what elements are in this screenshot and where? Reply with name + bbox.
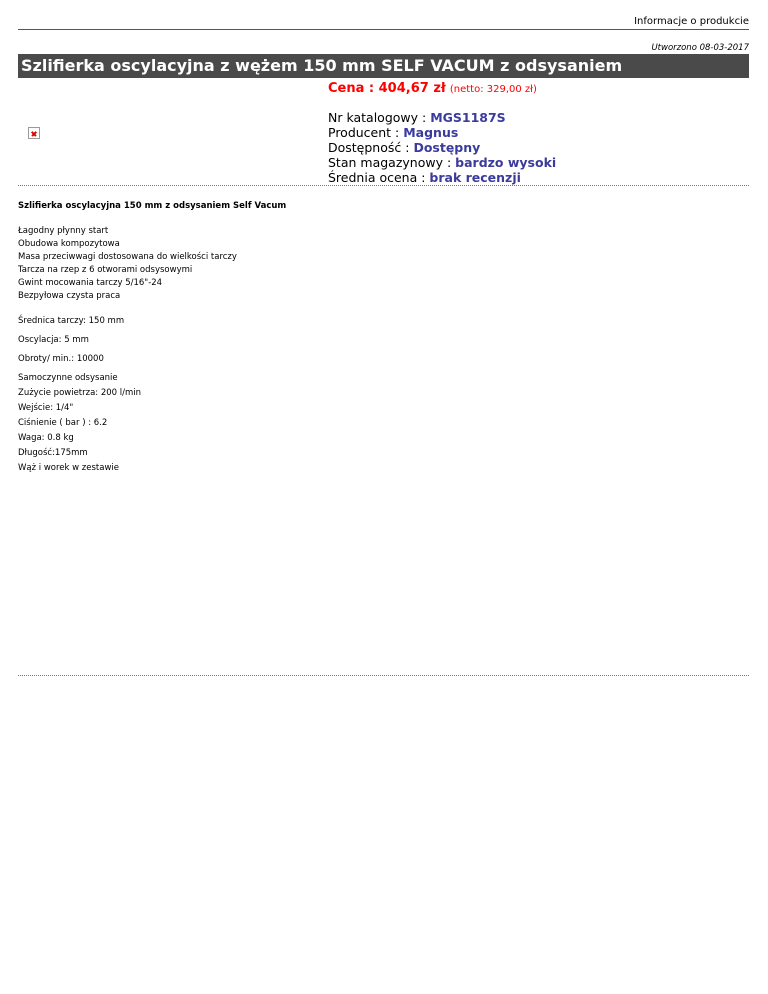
catalog-row bbox=[328, 110, 556, 125]
list-item: Średnica tarczy: 150 mm bbox=[18, 316, 125, 326]
list-item: Obroty/ min.: 10000 bbox=[18, 354, 104, 364]
list-item: Długość:175mm bbox=[18, 448, 88, 458]
feature-list bbox=[18, 225, 237, 303]
stock-label: Stan magazynowy : bbox=[328, 155, 456, 170]
list-item: Obudowa kompozytowa bbox=[18, 239, 120, 249]
broken-image-icon bbox=[28, 127, 40, 139]
product-specs bbox=[328, 110, 556, 185]
list-item: Wąż i worek w zestawie bbox=[18, 463, 120, 473]
producer-row bbox=[328, 125, 556, 140]
list-item: Samoczynne odsysanie bbox=[18, 373, 118, 383]
stock-row bbox=[328, 155, 556, 170]
availability-value: Dostępny bbox=[413, 140, 481, 155]
rating-value: brak recenzji bbox=[429, 170, 521, 185]
list-item: Ciśnienie ( bar ) : 6.2 bbox=[18, 418, 108, 428]
list-item: Masa przeciwwagi dostosowana do wielkości tarczy bbox=[18, 252, 237, 262]
availability-row bbox=[328, 140, 556, 155]
rating-row bbox=[328, 170, 556, 185]
list-item: Łagodny płynny start bbox=[18, 226, 109, 236]
list-item: Zużycie powietrza: 200 l/min bbox=[18, 388, 142, 398]
price-netto: (netto: 329,00 zł) bbox=[449, 84, 537, 95]
rating-label: Średnia ocena : bbox=[328, 170, 430, 185]
catalog-value: MGS1187S bbox=[430, 110, 506, 125]
parameter-list bbox=[18, 316, 141, 478]
created-date: Utworzono 08-03-2017 bbox=[651, 43, 749, 53]
list-item: Gwint mocowania tarczy 5/16"-24 bbox=[18, 278, 163, 288]
dotted-divider-top bbox=[18, 185, 749, 186]
stock-value: bardzo wysoki bbox=[455, 155, 557, 170]
producer-label: Producent : bbox=[328, 125, 404, 140]
description-title: Szlifierka oscylacyjna 150 mm z odsysaniem Self Vacum bbox=[18, 201, 287, 211]
header-divider bbox=[18, 29, 749, 30]
list-item: Bezpyłowa czysta praca bbox=[18, 291, 121, 301]
product-title: Szlifierka oscylacyjna z wężem 150 mm SELF VACUM z odsysaniem bbox=[18, 54, 749, 78]
list-item: Waga: 0.8 kg bbox=[18, 433, 74, 443]
list-item: Oscylacja: 5 mm bbox=[18, 335, 89, 345]
price-gross: Cena : 404,67 zł bbox=[328, 81, 446, 96]
catalog-label: Nr katalogowy : bbox=[328, 110, 431, 125]
list-item: Tarcza na rzep z 6 otworami odsysowymi bbox=[18, 265, 193, 275]
header-title: Informacje o produkcie bbox=[634, 16, 749, 27]
availability-label: Dostępność : bbox=[328, 140, 414, 155]
producer-value: Magnus bbox=[403, 125, 459, 140]
price bbox=[328, 81, 537, 96]
dotted-divider-bottom bbox=[18, 675, 749, 676]
list-item: Wejście: 1/4" bbox=[18, 403, 74, 413]
